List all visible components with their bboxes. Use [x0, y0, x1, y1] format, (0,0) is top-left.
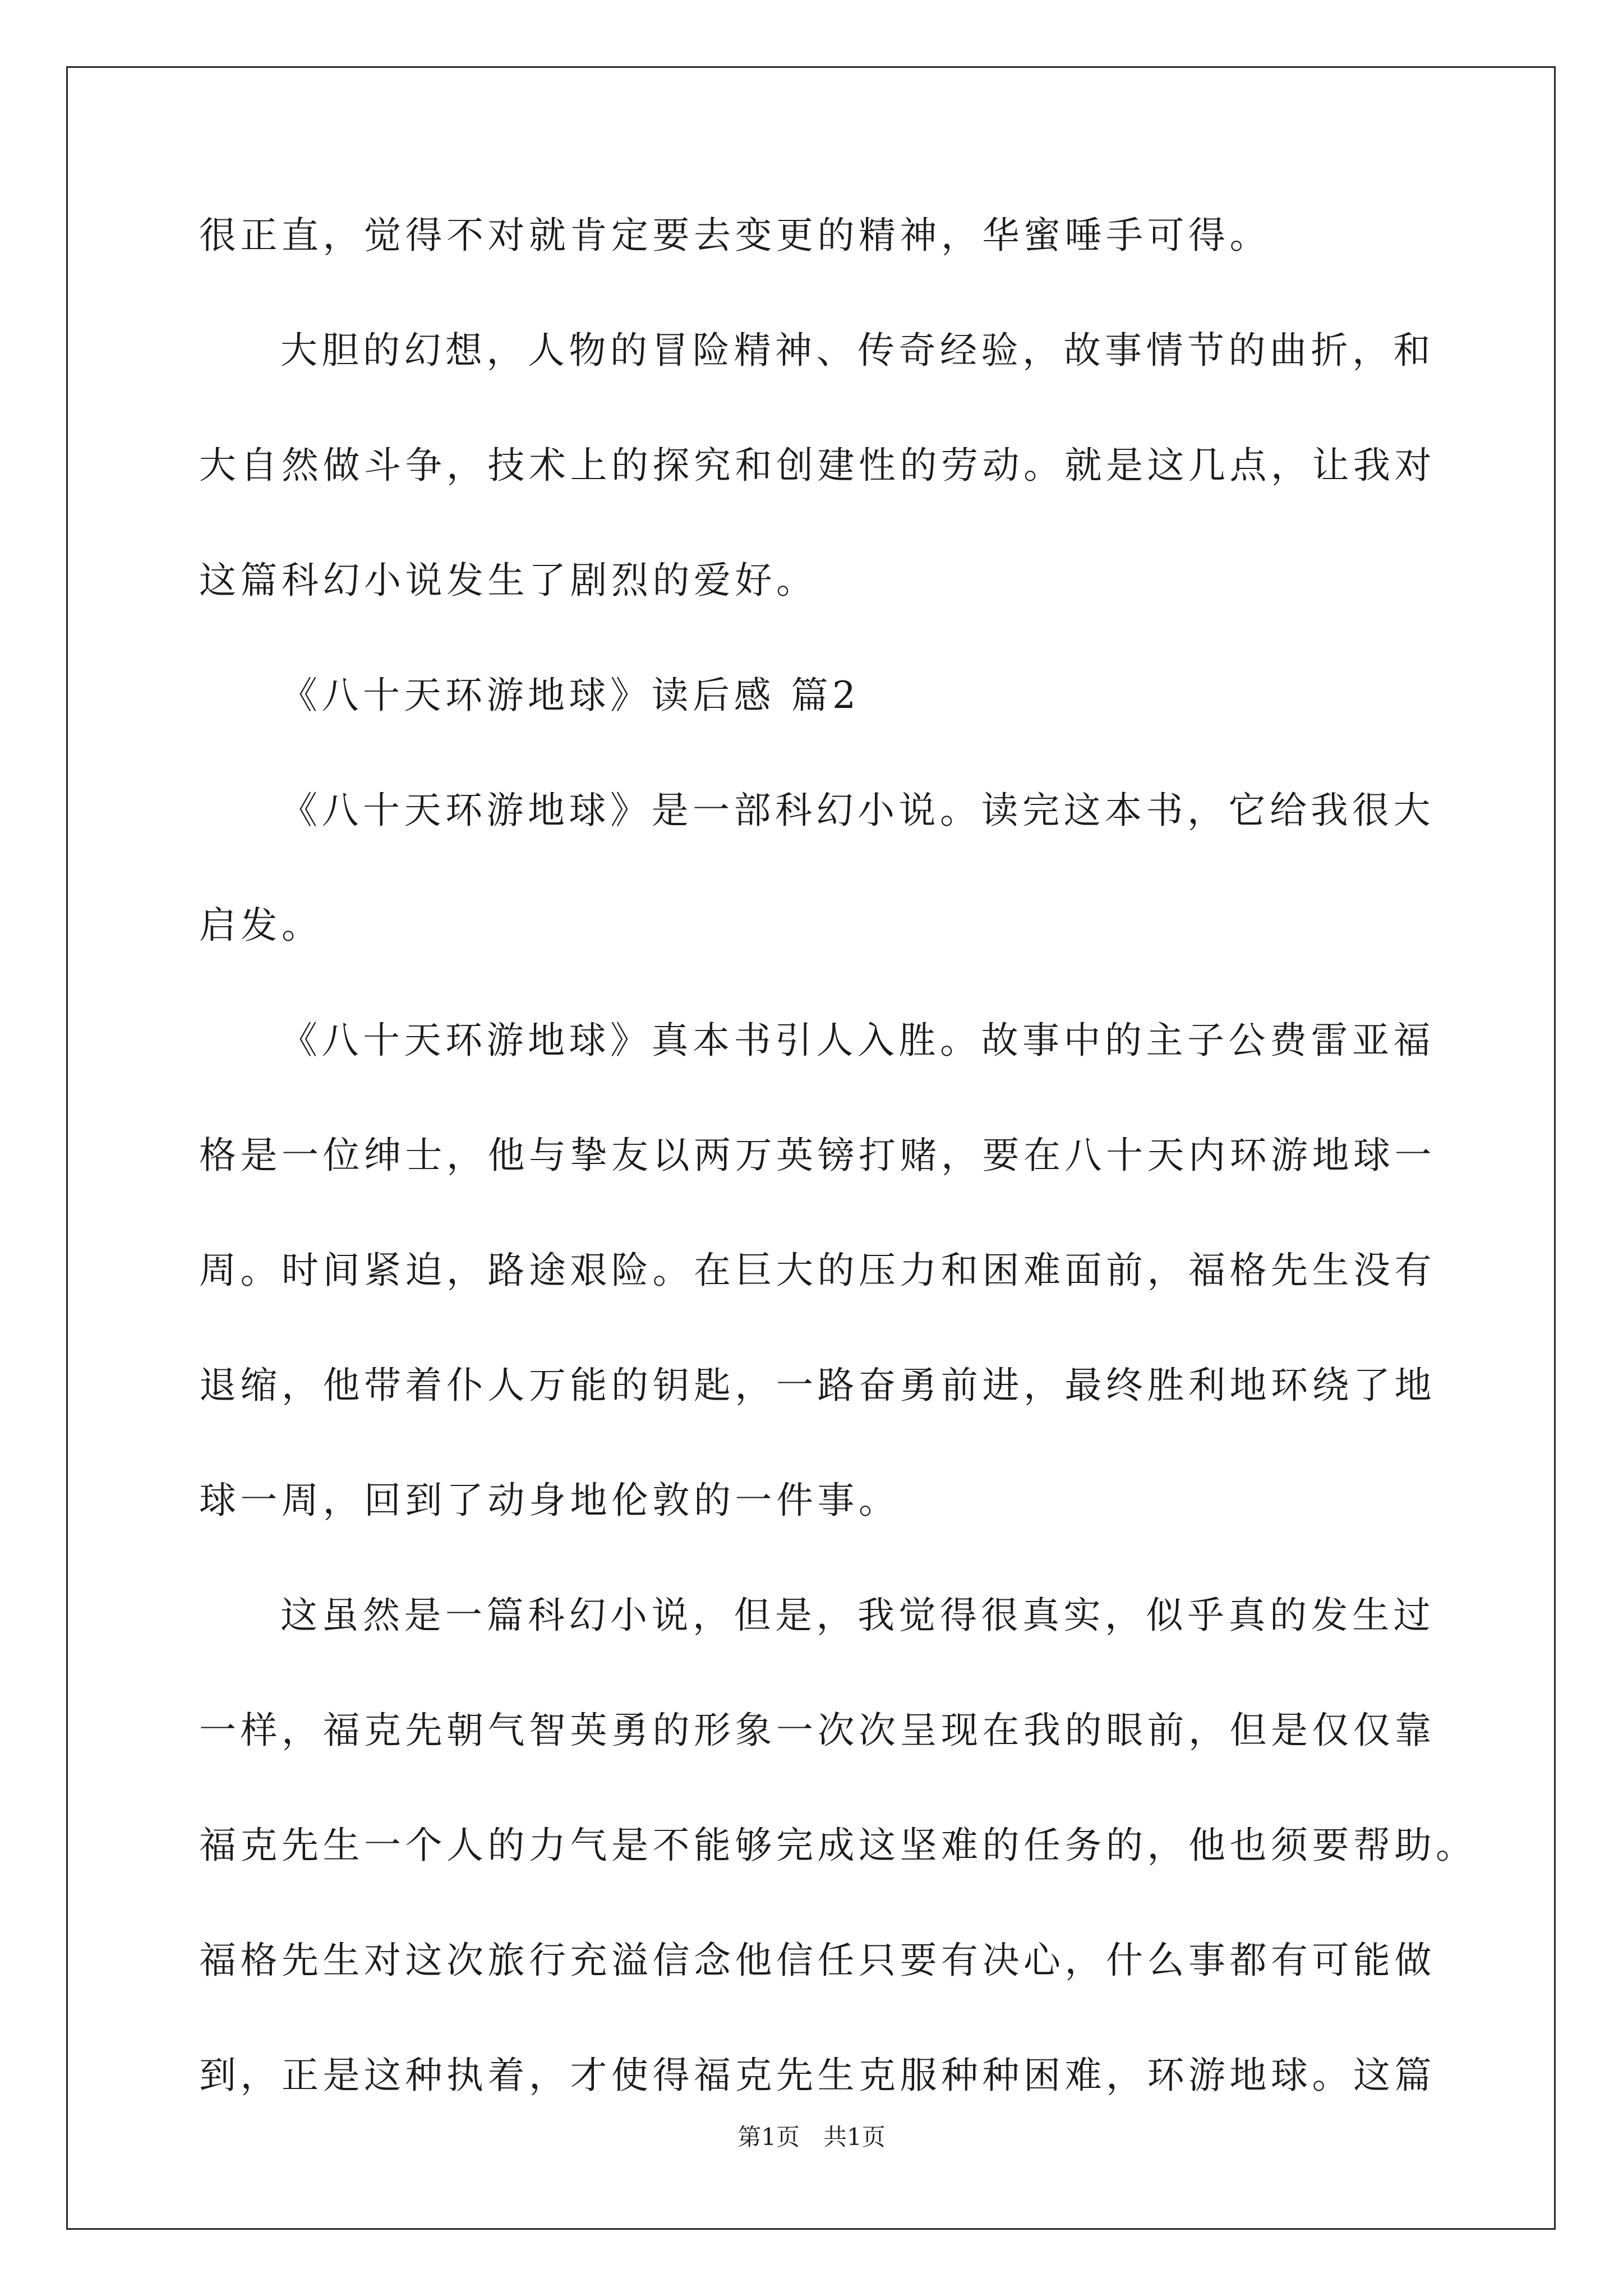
text-line: 格是一位绅士，他与挚友以两万英镑打赌，要在八十天内环游地球一 — [199, 1134, 1436, 1177]
text-line: 大自然做斗争，技术上的探究和创建性的劳动。就是这几点，让我对 — [199, 444, 1436, 487]
section-heading: 《八十天环游地球》读后感 篇2 — [280, 674, 860, 717]
page-number-footer: 第1页 共1页 — [737, 2123, 886, 2151]
paragraph-start-line: 这虽然是一篇科幻小说，但是，我觉得很真实，似乎真的发生过 — [280, 1594, 1435, 1637]
paragraph-start-line: 大胆的幻想，人物的冒险精神、传奇经验，故事情节的曲折，和 — [280, 329, 1435, 372]
text-line: 福克先生一个人的力气是不能够完成这坚难的任务的，他也须要帮助。 — [199, 1824, 1477, 1867]
text-line: 球一周，回到了动身地伦敦的一件事。 — [199, 1479, 900, 1522]
paragraph-start-line: 《八十天环游地球》是一部科幻小说。读完这本书，它给我很大 — [280, 789, 1435, 832]
text-line: 启发。 — [199, 904, 323, 947]
text-line: 这篇科幻小说发生了剧烈的爱好。 — [199, 559, 818, 602]
text-line: 很正直，觉得不对就肯定要去变更的精神，华蜜唾手可得。 — [199, 214, 1271, 257]
text-line: 周。时间紧迫，路途艰险。在巨大的压力和困难面前，福格先生没有 — [199, 1249, 1436, 1292]
text-line: 退缩，他带着仆人万能的钥匙，一路奋勇前进，最终胜利地环绕了地 — [199, 1364, 1436, 1407]
paragraph-start-line: 《八十天环游地球》真本书引人入胜。故事中的主子公费雷亚福 — [280, 1019, 1435, 1062]
text-line: 到，正是这种执着，才使得福克先生克服种种困难，环游地球。这篇 — [199, 2054, 1436, 2097]
text-line: 福格先生对这次旅行充溢信念他信任只要有决心，什么事都有可能做 — [199, 1939, 1436, 1982]
text-line: 一样，福克先朝气智英勇的形象一次次呈现在我的眼前，但是仅仅靠 — [199, 1709, 1436, 1752]
